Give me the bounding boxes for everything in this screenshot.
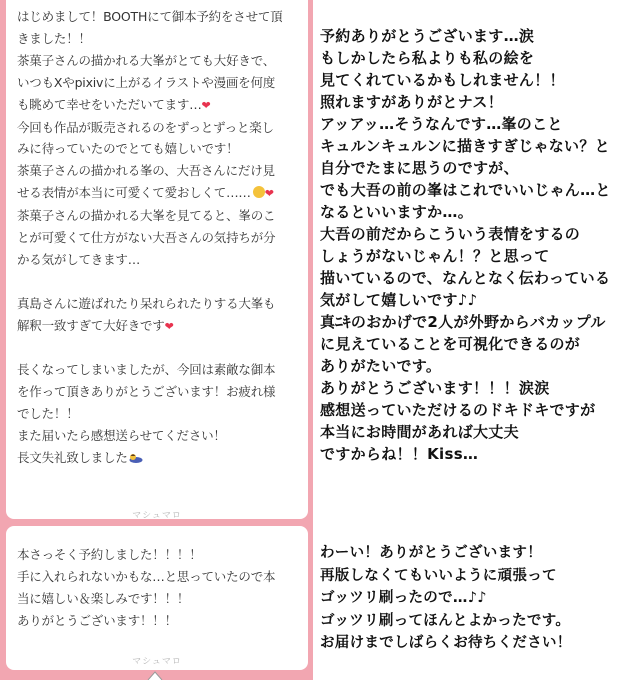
message-line: 本さっそく予約しました！！！！ — [17, 547, 202, 562]
message-text: 長文失礼致しました — [17, 450, 128, 466]
reply-line: に見えていることを可視化できるのが — [320, 335, 581, 353]
heart-emoji-icon: ❤ — [264, 187, 274, 201]
message-line-with-heart — [17, 94, 298, 117]
question-panel — [0, 0, 313, 680]
message-text: 解釈一致すぎて大好きです — [17, 317, 165, 333]
heart-emoji-icon: ❤ — [201, 98, 211, 112]
reply-line: しょうがないじゃん！？と思って — [320, 247, 550, 265]
reply-line: 大吾の前だからこういう表情をするの — [320, 225, 581, 243]
message-line: 茶菓子さんの描かれる峯の、大吾さんにだけ見 — [17, 163, 275, 179]
message-line-with-heart — [17, 315, 298, 338]
message-line: また届いたら感想送らせてください！ — [17, 428, 226, 444]
bowing-person-emoji-icon — [129, 452, 143, 463]
reply-line: もしかしたら私よりも私の絵を — [320, 49, 535, 67]
question-card-2 — [6, 526, 308, 670]
reply-line: 再版しなくてもいいように頑張って — [320, 567, 557, 584]
message-line: きました！！ — [17, 30, 91, 46]
message-line: 真島さんに遊ばれたり呆れられたりする大峯も — [17, 295, 276, 311]
message-line: 茶菓子さんの描かれる大峯を見てると、峯のこ — [17, 208, 276, 224]
reply-line: 気がして嬉しいです♪♪ — [320, 291, 478, 309]
marshmallow-logo-icon — [146, 671, 164, 680]
marshmallow-watermark: マシュマロ — [132, 511, 182, 521]
message-line: いつもXやpixivに上がるイラストや漫画を何度 — [17, 74, 276, 90]
reply-line: アッアッ…そうなんです…峯のこと — [320, 115, 563, 133]
reply-line: お届けまでしばらくお待ちください！ — [320, 635, 572, 652]
message-line: はじめまして！BOOTHにて御本予約をさせて頂 — [17, 9, 283, 24]
reply-2 — [320, 542, 572, 655]
reply-line: ゴッツリ刷ってほんとよかったです。 — [320, 612, 571, 629]
reply-line: 真ﾆｷのおかげで2人が外野からバカップル — [320, 313, 606, 331]
reply-line: キュルンキュルンに描きすぎじゃない？と — [320, 137, 610, 155]
reply-line: 予約ありがとうございます…涙 — [320, 27, 535, 45]
reply-line: なるといいますか…。 — [320, 203, 474, 221]
reply-line: 照れますがありがとナス！ — [320, 93, 504, 111]
reply-line: ありがとうございます！！！涙涙 — [320, 379, 550, 397]
message-line: かる気がしてきます… — [17, 251, 141, 267]
reply-1 — [320, 25, 611, 465]
reply-line: 見てくれているかもしれません！！ — [320, 71, 565, 89]
reply-line: ゴッツリ刷ったので…♪♪ — [320, 590, 487, 607]
message-line: みに待っていたのでとても嬉しいです！ — [17, 141, 239, 157]
reply-line: 描いているので、なんとなく伝わっている — [320, 269, 611, 287]
reply-line: でも大吾の前の峯はこれでいいじゃん…と — [320, 181, 611, 199]
marshmallow-watermark: マシュマロ — [132, 657, 182, 667]
message-line-with-emoji — [17, 447, 298, 469]
message-text: も眺めて幸せをいただいてます… — [17, 96, 202, 112]
message-line: 茶菓子さんの描かれる大峯がとても大好きで、 — [17, 52, 276, 68]
message-text: せる表情が本当に可愛くて愛おしくて…… — [17, 185, 251, 201]
message-line: を作って頂きありがとうございます！お疲れ様 — [17, 384, 276, 400]
reply-line: 自分でたまに思うのですが、 — [320, 159, 519, 177]
message-line: 今回も作品が販売されるのをずっとずっと楽し — [17, 119, 274, 135]
reply-line: わーい！ありがとうございます！ — [320, 545, 542, 561]
heart-emoji-icon: ❤ — [164, 319, 174, 333]
reply-line: ですからね！！Kiss… — [320, 445, 479, 463]
blank-line — [17, 338, 298, 360]
message-line: 手に入れられないかもな…と思っていたので本 — [17, 568, 276, 584]
reply-line: ありがたいです。 — [320, 357, 442, 375]
message-line: 当に嬉しい＆楽しみです！！！ — [17, 590, 190, 606]
message-line: とが可愛くて仕方がない大吾さんの気持ちが分 — [17, 230, 276, 246]
question-card-1 — [6, 0, 308, 519]
reply-line: 感想送っていただけるのドキドキですが — [320, 401, 596, 419]
blank-line — [17, 271, 298, 293]
smiling-face-emoji-icon — [253, 186, 265, 198]
message-line: ありがとうございます！！！ — [17, 612, 177, 628]
message-line: でした！！ — [17, 406, 79, 422]
message-line-with-emoji — [17, 182, 298, 205]
message-line: 長くなってしまいましたが、今回は素敵な御本 — [17, 362, 276, 378]
reply-line: 本当にお時間があれば大丈夫 — [320, 423, 519, 441]
